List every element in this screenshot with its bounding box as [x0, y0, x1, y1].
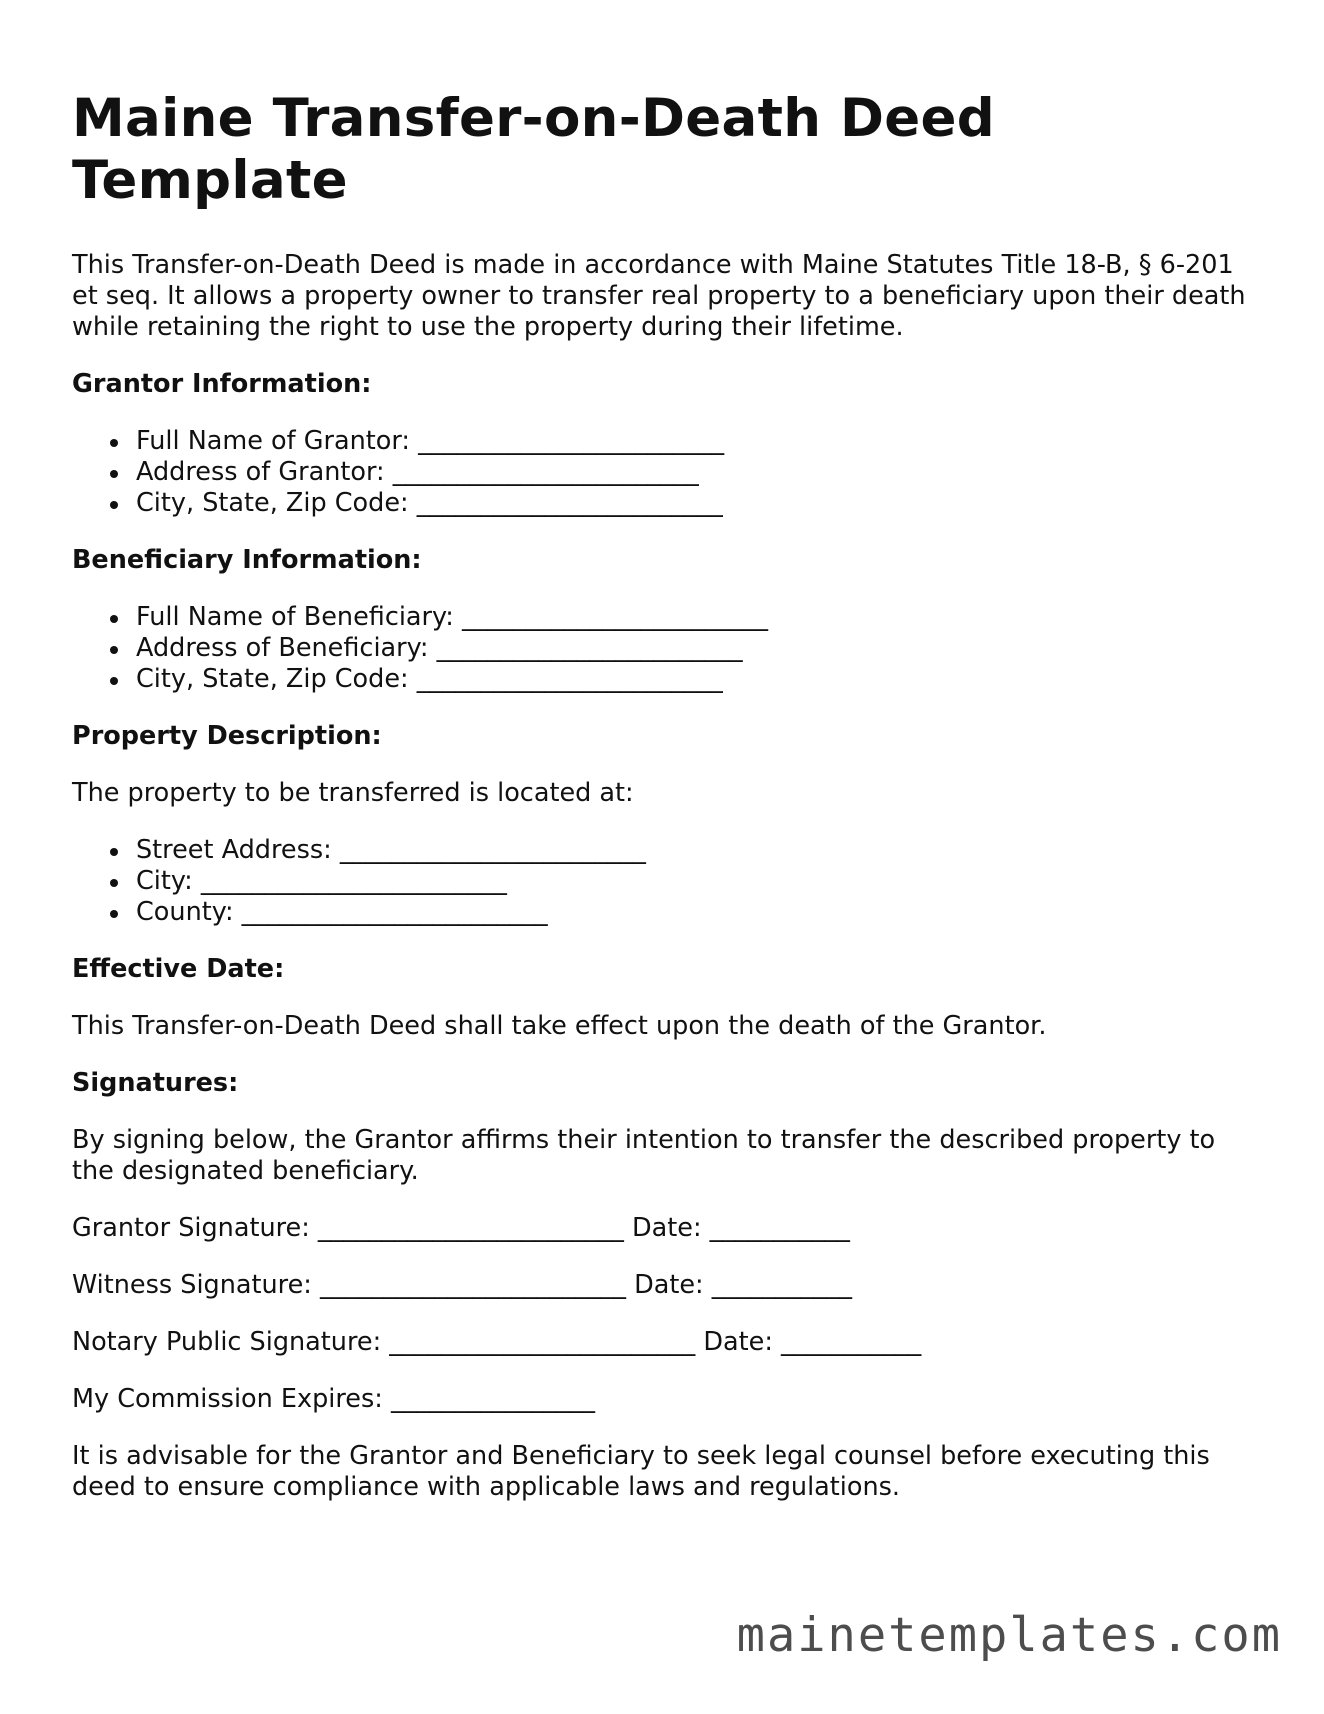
- property-list: [72, 835, 1262, 928]
- footer-watermark: mainetemplates.com: [736, 1608, 1282, 1663]
- grantor-signature-line: Grantor Signature: ________________________ Date: ___________: [72, 1213, 850, 1243]
- page-title: Maine Transfer-on-Death Deed Template: [72, 88, 996, 211]
- grantor-heading: Grantor Information:: [72, 369, 372, 399]
- list-item: County: ________________________: [136, 897, 1262, 928]
- grantor-list: [72, 426, 1262, 519]
- notary-signature-line: Notary Public Signature: ________________________ Date: ___________: [72, 1327, 922, 1357]
- list-item: Full Name of Beneficiary: ________________________: [136, 602, 1262, 633]
- beneficiary-list: [72, 602, 1262, 695]
- signatures-text: By signing below, the Grantor affirms their intention to transfer the described property to the designated beneficiary.: [72, 1125, 1216, 1186]
- list-item: Address of Beneficiary: ________________________: [136, 633, 1262, 664]
- effective-date-text: This Transfer-on-Death Deed shall take effect upon the death of the Grantor.: [72, 1011, 1047, 1041]
- list-item: City, State, Zip Code: ________________________: [136, 664, 1262, 695]
- intro-paragraph: This Transfer-on-Death Deed is made in accordance with Maine Statutes Title 18-B, § 6-201 et seq. It allows a property owner to transfer real property to a beneficiary upon their death while retaining the right to use the property during their lifetime.: [72, 250, 1246, 342]
- list-item: City, State, Zip Code: ________________________: [136, 488, 1262, 519]
- property-heading: Property Description:: [72, 721, 382, 751]
- closing-paragraph: It is advisable for the Grantor and Beneficiary to seek legal counsel before executing this deed to ensure compliance with applicable laws and regulations.: [72, 1441, 1210, 1502]
- witness-signature-line: Witness Signature: ________________________ Date: ___________: [72, 1270, 852, 1300]
- beneficiary-heading: Beneficiary Information:: [72, 545, 422, 575]
- list-item: Address of Grantor: ________________________: [136, 457, 1262, 488]
- list-item: City: ________________________: [136, 866, 1262, 897]
- signatures-heading: Signatures:: [72, 1068, 239, 1098]
- property-text: The property to be transferred is located at:: [72, 778, 634, 808]
- commission-expires-line: My Commission Expires: ________________: [72, 1384, 595, 1414]
- effective-date-heading: Effective Date:: [72, 954, 285, 984]
- list-item: Street Address: ________________________: [136, 835, 1262, 866]
- list-item: Full Name of Grantor: ________________________: [136, 426, 1262, 457]
- document-page: [72, 88, 1262, 1529]
